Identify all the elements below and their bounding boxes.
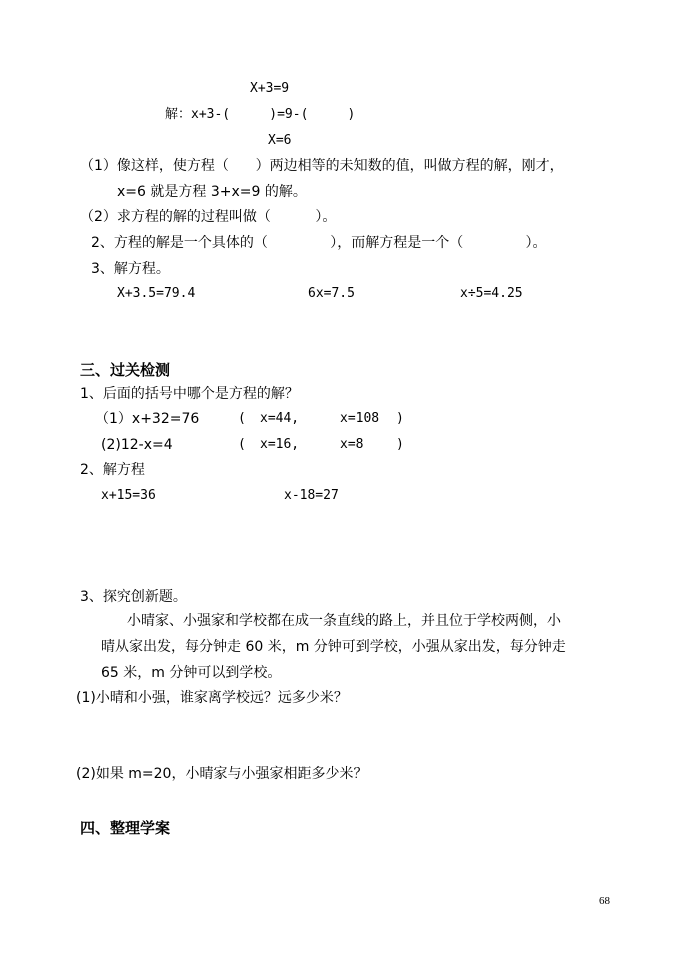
section-4-heading: 四、整理学案	[80, 819, 171, 837]
check-row-1-open-paren: (	[238, 411, 246, 426]
solve-equation-item: x-18=27	[284, 488, 339, 503]
example-solution-step: 解：x+3-( )=9-( )	[165, 107, 356, 122]
check-row-2-option-2: x=8	[340, 437, 364, 452]
example-result: X=6	[268, 133, 292, 148]
sub-question-2: (2)如果 m=20，小晴家与小强家相距多少米？	[76, 766, 368, 782]
section-3-question-2: 2、解方程	[80, 462, 145, 478]
solve-equation-item: x+15=36	[101, 488, 156, 503]
question-2-intro: 2、方程的解是一个具体的（ ），而解方程是一个（ ）。	[91, 235, 547, 251]
problem-text-line: 65 米，m 分钟可以到学校。	[101, 665, 282, 681]
check-row-1-close-paren: )	[396, 411, 404, 426]
definition-solution-line2: x=6 就是方程 3+x=9 的解。	[117, 184, 307, 200]
check-row-1-equation: （1）x+32=76	[95, 411, 200, 427]
check-row-1-option-1: x=44,	[260, 411, 300, 426]
check-row-2-option-1: x=16,	[260, 437, 300, 452]
section-3-heading: 三、过关检测	[80, 361, 171, 379]
check-row-2-open-paren: (	[238, 437, 246, 452]
check-row-2-equation: (2)12-x=4	[101, 437, 173, 453]
equation-item: 6x=7.5	[308, 286, 355, 301]
example-equation: X+3=9	[250, 81, 290, 96]
problem-text-line: 小晴家、小强家和学校都在成一条直线的路上，并且位于学校两侧，小	[127, 613, 561, 629]
equation-item: x÷5=4.25	[460, 286, 523, 301]
problem-text-line: 晴从家出发，每分钟走 60 米，m 分钟可到学校，小强从家出发，每分钟走	[101, 639, 566, 655]
check-row-1-option-2: x=108	[340, 411, 380, 426]
definition-solving: （2）求方程的解的过程叫做（ ）。	[80, 209, 337, 225]
definition-solution-line1: （1）像这样，使方程（ ）两边相等的未知数的值，叫做方程的解，刚才，	[80, 158, 564, 174]
sub-question-1: (1)小晴和小强，谁家离学校远？远多少米？	[76, 690, 348, 706]
section-3-question-1: 1、后面的括号中哪个是方程的解？	[80, 386, 299, 402]
section-3-question-3: 3、探究创新题。	[80, 589, 187, 605]
page-number: 68	[599, 895, 610, 907]
check-row-2-close-paren: )	[396, 437, 404, 452]
equation-item: X+3.5=79.4	[117, 286, 196, 301]
question-3-intro: 3、解方程。	[91, 261, 170, 277]
